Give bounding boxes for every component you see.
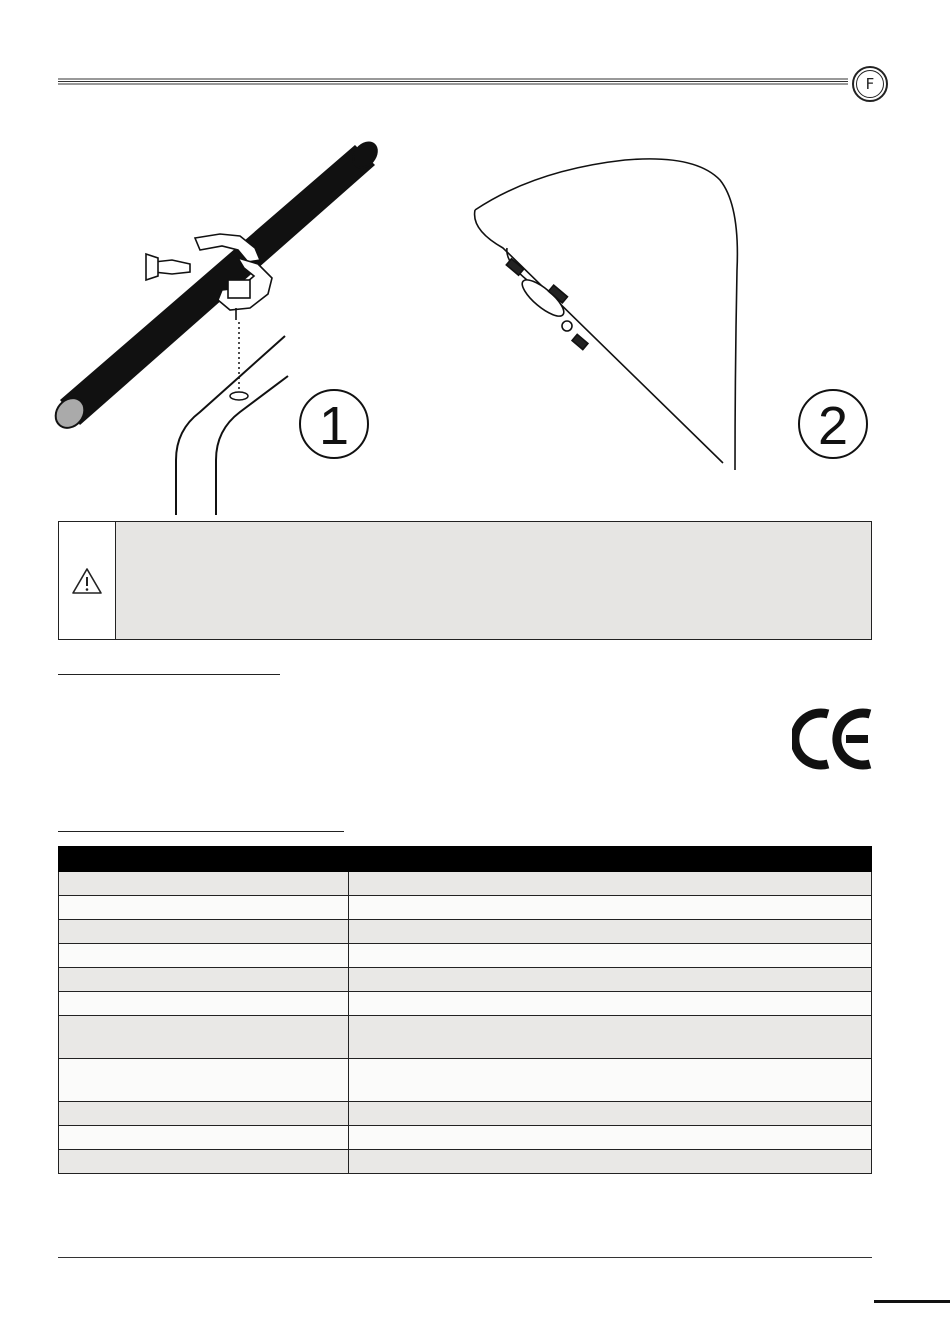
spec-value-cell xyxy=(349,944,872,968)
spec-value-cell xyxy=(349,992,872,1016)
truss-frame xyxy=(176,336,288,515)
spec-label-cell xyxy=(59,1016,349,1059)
warning-triangle-icon xyxy=(70,566,104,596)
table-row xyxy=(59,1126,872,1150)
table-row xyxy=(59,872,872,896)
spec-label-cell xyxy=(59,1150,349,1174)
section-rule-1 xyxy=(58,674,280,675)
spec-value-cell xyxy=(349,1059,872,1102)
figure-number-2: 2 xyxy=(817,396,849,456)
table-row xyxy=(59,992,872,1016)
carabiner xyxy=(506,259,588,350)
page-number-mark xyxy=(874,1300,950,1303)
header-rule xyxy=(58,78,848,85)
warning-text-area xyxy=(116,522,871,639)
clamp-illustration xyxy=(50,130,450,520)
spec-table-header xyxy=(59,847,872,872)
table-row xyxy=(59,1059,872,1102)
spec-value-cell xyxy=(349,968,872,992)
spec-table-header-cell xyxy=(349,847,872,872)
table-row xyxy=(59,944,872,968)
table-row xyxy=(59,920,872,944)
ce-mark-icon xyxy=(792,708,874,770)
footer-rule xyxy=(58,1257,872,1258)
spec-label-cell xyxy=(59,1102,349,1126)
section-rule-2 xyxy=(58,831,344,832)
spec-label-cell xyxy=(59,968,349,992)
table-row xyxy=(59,1150,872,1174)
table-row xyxy=(59,1102,872,1126)
table-row xyxy=(59,896,872,920)
spec-label-cell xyxy=(59,920,349,944)
spec-value-cell xyxy=(349,1102,872,1126)
language-badge-label: F xyxy=(865,75,875,93)
spec-label-cell xyxy=(59,944,349,968)
spec-value-cell xyxy=(349,920,872,944)
spec-table-header-cell xyxy=(59,847,349,872)
figure-number-1: 1 xyxy=(318,396,350,456)
spec-value-cell xyxy=(349,1126,872,1150)
warning-icon-cell xyxy=(59,522,116,639)
safety-cable xyxy=(475,159,738,470)
spec-table xyxy=(58,846,872,1174)
spec-value-cell xyxy=(349,1150,872,1174)
language-badge xyxy=(852,66,888,102)
spec-value-cell xyxy=(349,1016,872,1059)
spec-label-cell xyxy=(59,992,349,1016)
spec-value-cell xyxy=(349,872,872,896)
spec-label-cell xyxy=(59,1059,349,1102)
table-row xyxy=(59,968,872,992)
spec-value-cell xyxy=(349,896,872,920)
spec-label-cell xyxy=(59,872,349,896)
warning-box xyxy=(58,521,872,640)
spec-label-cell xyxy=(59,896,349,920)
spec-label-cell xyxy=(59,1126,349,1150)
table-row xyxy=(59,1016,872,1059)
safety-cable-illustration xyxy=(455,130,895,480)
